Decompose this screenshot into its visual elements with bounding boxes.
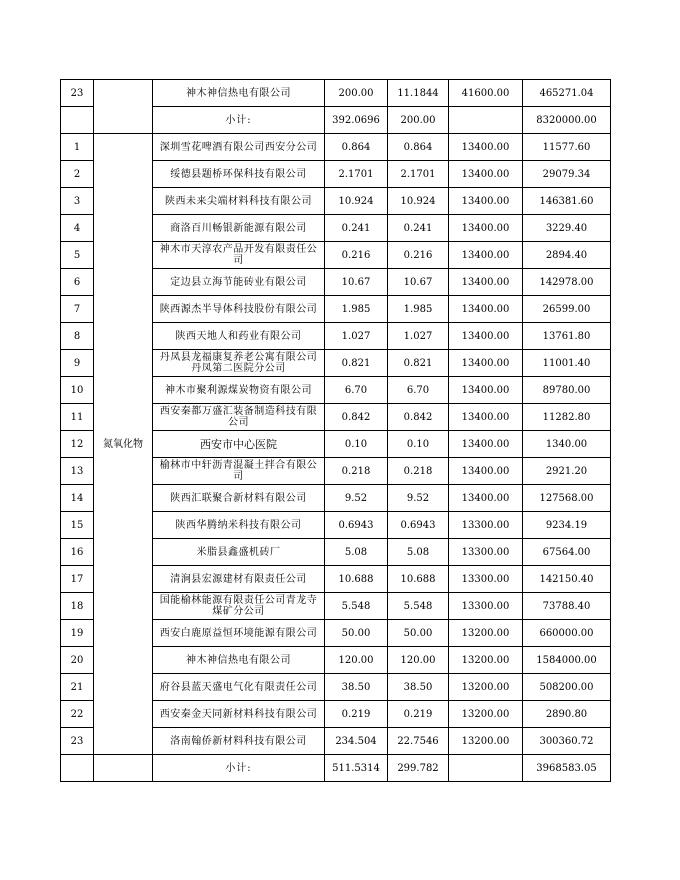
emissions-table bbox=[60, 79, 611, 782]
row-number-cell: 17 bbox=[61, 566, 94, 593]
company-name-cell: 神木市聚利源煤炭物资有限公司 bbox=[153, 377, 325, 404]
emission-amount-cell: 0.219 bbox=[325, 701, 388, 728]
total-amount-cell: 89780.00 bbox=[523, 377, 611, 404]
unit-price-cell: 13300.00 bbox=[449, 512, 523, 539]
subtotal-total-cell: 8320000.00 bbox=[523, 107, 611, 134]
emission-amount-cell: 5.08 bbox=[325, 539, 388, 566]
row-number-cell: 23 bbox=[61, 80, 94, 107]
emission-amount-cell: 1.985 bbox=[325, 296, 388, 323]
taxable-amount-cell: 0.218 bbox=[388, 458, 449, 485]
row-number-cell: 15 bbox=[61, 512, 94, 539]
unit-price-cell: 13300.00 bbox=[449, 593, 523, 620]
subtotal-price-cell bbox=[449, 755, 523, 782]
row-number-cell: 6 bbox=[61, 269, 94, 296]
emission-amount-cell: 2.1701 bbox=[325, 161, 388, 188]
taxable-amount-cell: 5.548 bbox=[388, 593, 449, 620]
row-number-cell: 14 bbox=[61, 485, 94, 512]
taxable-amount-cell: 11.1844 bbox=[388, 80, 449, 107]
unit-price-cell: 13200.00 bbox=[449, 701, 523, 728]
company-name-cell: 陕西天地人和药业有限公司 bbox=[153, 323, 325, 350]
total-amount-cell: 142150.40 bbox=[523, 566, 611, 593]
total-amount-cell: 26599.00 bbox=[523, 296, 611, 323]
row-number-cell: 4 bbox=[61, 215, 94, 242]
taxable-amount-cell: 10.67 bbox=[388, 269, 449, 296]
row-number-cell bbox=[61, 107, 94, 134]
emission-amount-cell: 0.241 bbox=[325, 215, 388, 242]
unit-price-cell: 41600.00 bbox=[449, 80, 523, 107]
company-name-cell: 定边县立海节能砖业有限公司 bbox=[153, 269, 325, 296]
taxable-amount-cell: 22.7546 bbox=[388, 728, 449, 755]
taxable-amount-cell: 0.842 bbox=[388, 404, 449, 431]
unit-price-cell: 13200.00 bbox=[449, 620, 523, 647]
unit-price-cell: 13200.00 bbox=[449, 674, 523, 701]
company-name-cell: 西安市中心医院 bbox=[153, 431, 325, 458]
total-amount-cell: 465271.04 bbox=[523, 80, 611, 107]
unit-price-cell: 13200.00 bbox=[449, 728, 523, 755]
subtotal-taxable-cell: 299.782 bbox=[388, 755, 449, 782]
row-number-cell: 1 bbox=[61, 134, 94, 161]
unit-price-cell: 13400.00 bbox=[449, 269, 523, 296]
taxable-amount-cell: 0.821 bbox=[388, 350, 449, 377]
unit-price-cell: 13400.00 bbox=[449, 431, 523, 458]
taxable-amount-cell: 9.52 bbox=[388, 485, 449, 512]
company-name-cell: 榆林市中轩沥青混凝土拌合有限公司 bbox=[153, 458, 325, 485]
emission-amount-cell: 0.864 bbox=[325, 134, 388, 161]
taxable-amount-cell: 10.924 bbox=[388, 188, 449, 215]
subtotal-label-cell: 小计: bbox=[153, 755, 325, 782]
row-number-cell: 13 bbox=[61, 458, 94, 485]
taxable-amount-cell: 2.1701 bbox=[388, 161, 449, 188]
emission-amount-cell: 0.6943 bbox=[325, 512, 388, 539]
unit-price-cell: 13400.00 bbox=[449, 215, 523, 242]
emission-amount-cell: 0.821 bbox=[325, 350, 388, 377]
row-number-cell: 11 bbox=[61, 404, 94, 431]
company-name-cell: 米脂县鑫盛机砖厂 bbox=[153, 539, 325, 566]
taxable-amount-cell: 0.216 bbox=[388, 242, 449, 269]
table-row bbox=[61, 80, 611, 107]
unit-price-cell: 13400.00 bbox=[449, 485, 523, 512]
emission-amount-cell: 0.218 bbox=[325, 458, 388, 485]
unit-price-cell: 13400.00 bbox=[449, 161, 523, 188]
company-name-cell: 商洛百川畅银新能源有限公司 bbox=[153, 215, 325, 242]
total-amount-cell: 142978.00 bbox=[523, 269, 611, 296]
company-name-cell: 陕西华腾纳米科技有限公司 bbox=[153, 512, 325, 539]
total-amount-cell: 146381.60 bbox=[523, 188, 611, 215]
row-number-cell: 12 bbox=[61, 431, 94, 458]
category-cell: 氮氧化物 bbox=[94, 134, 153, 755]
company-name-cell: 陕西源杰半导体科技股份有限公司 bbox=[153, 296, 325, 323]
unit-price-cell: 13300.00 bbox=[449, 539, 523, 566]
total-amount-cell: 73788.40 bbox=[523, 593, 611, 620]
total-amount-cell: 127568.00 bbox=[523, 485, 611, 512]
subtotal-total-cell: 3968583.05 bbox=[523, 755, 611, 782]
unit-price-cell: 13400.00 bbox=[449, 377, 523, 404]
table-body bbox=[61, 80, 611, 782]
unit-price-cell: 13400.00 bbox=[449, 350, 523, 377]
row-number-cell: 16 bbox=[61, 539, 94, 566]
company-name-cell: 深圳雪花啤酒有限公司西安分公司 bbox=[153, 134, 325, 161]
emission-amount-cell: 9.52 bbox=[325, 485, 388, 512]
row-number-cell: 5 bbox=[61, 242, 94, 269]
emission-amount-cell: 120.00 bbox=[325, 647, 388, 674]
taxable-amount-cell: 0.864 bbox=[388, 134, 449, 161]
taxable-amount-cell: 50.00 bbox=[388, 620, 449, 647]
emission-amount-cell: 6.70 bbox=[325, 377, 388, 404]
company-name-cell: 陕西汇联聚合新材料有限公司 bbox=[153, 485, 325, 512]
total-amount-cell: 11282.80 bbox=[523, 404, 611, 431]
company-name-cell: 西安白鹿原益恒环境能源有限公司 bbox=[153, 620, 325, 647]
unit-price-cell: 13400.00 bbox=[449, 323, 523, 350]
company-name-cell: 国能榆林能源有限责任公司青龙寺煤矿分公司 bbox=[153, 593, 325, 620]
total-amount-cell: 9234.19 bbox=[523, 512, 611, 539]
taxable-amount-cell: 1.027 bbox=[388, 323, 449, 350]
row-number-cell: 22 bbox=[61, 701, 94, 728]
taxable-amount-cell: 38.50 bbox=[388, 674, 449, 701]
unit-price-cell: 13200.00 bbox=[449, 647, 523, 674]
taxable-amount-cell: 0.6943 bbox=[388, 512, 449, 539]
company-name-cell: 绥德县题桥环保科技有限公司 bbox=[153, 161, 325, 188]
row-number-cell bbox=[61, 755, 94, 782]
total-amount-cell: 2894.40 bbox=[523, 242, 611, 269]
emission-amount-cell: 38.50 bbox=[325, 674, 388, 701]
total-amount-cell: 11001.40 bbox=[523, 350, 611, 377]
emission-amount-cell: 5.548 bbox=[325, 593, 388, 620]
taxable-amount-cell: 120.00 bbox=[388, 647, 449, 674]
total-amount-cell: 3229.40 bbox=[523, 215, 611, 242]
total-amount-cell: 660000.00 bbox=[523, 620, 611, 647]
taxable-amount-cell: 10.688 bbox=[388, 566, 449, 593]
row-number-cell: 23 bbox=[61, 728, 94, 755]
company-name-cell: 神木神信热电有限公司 bbox=[153, 647, 325, 674]
unit-price-cell: 13400.00 bbox=[449, 404, 523, 431]
taxable-amount-cell: 1.985 bbox=[388, 296, 449, 323]
total-amount-cell: 2890.80 bbox=[523, 701, 611, 728]
taxable-amount-cell: 6.70 bbox=[388, 377, 449, 404]
row-number-cell: 7 bbox=[61, 296, 94, 323]
unit-price-cell: 13400.00 bbox=[449, 188, 523, 215]
row-number-cell: 20 bbox=[61, 647, 94, 674]
total-amount-cell: 508200.00 bbox=[523, 674, 611, 701]
emission-amount-cell: 10.924 bbox=[325, 188, 388, 215]
total-amount-cell: 67564.00 bbox=[523, 539, 611, 566]
row-number-cell: 9 bbox=[61, 350, 94, 377]
row-number-cell: 18 bbox=[61, 593, 94, 620]
total-amount-cell: 13761.80 bbox=[523, 323, 611, 350]
unit-price-cell: 13400.00 bbox=[449, 242, 523, 269]
subtotal-label-cell: 小计: bbox=[153, 107, 325, 134]
table-row bbox=[61, 134, 611, 161]
company-name-cell: 丹凤县龙福康复养老公寓有限公司丹凤第二医院分公司 bbox=[153, 350, 325, 377]
company-name-cell: 神木市天淳农产品开发有限责任公司 bbox=[153, 242, 325, 269]
row-number-cell: 3 bbox=[61, 188, 94, 215]
total-amount-cell: 1340.00 bbox=[523, 431, 611, 458]
unit-price-cell: 13400.00 bbox=[449, 296, 523, 323]
unit-price-cell: 13300.00 bbox=[449, 566, 523, 593]
emission-amount-cell: 0.842 bbox=[325, 404, 388, 431]
company-name-cell: 西安秦都万盛汇装备制造科技有限公司 bbox=[153, 404, 325, 431]
subtotal-emission-cell: 511.5314 bbox=[325, 755, 388, 782]
taxable-amount-cell: 0.241 bbox=[388, 215, 449, 242]
emission-amount-cell: 1.027 bbox=[325, 323, 388, 350]
taxable-amount-cell: 5.08 bbox=[388, 539, 449, 566]
emission-amount-cell: 0.216 bbox=[325, 242, 388, 269]
company-name-cell: 西安秦金天同新材料科技有限公司 bbox=[153, 701, 325, 728]
category-cell bbox=[94, 80, 153, 134]
subtotal-taxable-cell: 200.00 bbox=[388, 107, 449, 134]
company-name-cell: 神木神信热电有限公司 bbox=[153, 80, 325, 107]
total-amount-cell: 2921.20 bbox=[523, 458, 611, 485]
emission-amount-cell: 0.10 bbox=[325, 431, 388, 458]
emission-amount-cell: 10.67 bbox=[325, 269, 388, 296]
row-number-cell: 21 bbox=[61, 674, 94, 701]
unit-price-cell: 13400.00 bbox=[449, 458, 523, 485]
subtotal-row bbox=[61, 755, 611, 782]
total-amount-cell: 29079.34 bbox=[523, 161, 611, 188]
taxable-amount-cell: 0.219 bbox=[388, 701, 449, 728]
total-amount-cell: 300360.72 bbox=[523, 728, 611, 755]
emission-amount-cell: 50.00 bbox=[325, 620, 388, 647]
taxable-amount-cell: 0.10 bbox=[388, 431, 449, 458]
total-amount-cell: 11577.60 bbox=[523, 134, 611, 161]
category-cell bbox=[94, 755, 153, 782]
company-name-cell: 陕西未来尖端材料科技有限公司 bbox=[153, 188, 325, 215]
total-amount-cell: 1584000.00 bbox=[523, 647, 611, 674]
subtotal-emission-cell: 392.0696 bbox=[325, 107, 388, 134]
emission-amount-cell: 200.00 bbox=[325, 80, 388, 107]
company-name-cell: 府谷县蓝天盛电气化有限责任公司 bbox=[153, 674, 325, 701]
unit-price-cell: 13400.00 bbox=[449, 134, 523, 161]
row-number-cell: 2 bbox=[61, 161, 94, 188]
company-name-cell: 清涧县宏源建材有限责任公司 bbox=[153, 566, 325, 593]
subtotal-price-cell bbox=[449, 107, 523, 134]
row-number-cell: 10 bbox=[61, 377, 94, 404]
row-number-cell: 19 bbox=[61, 620, 94, 647]
emission-amount-cell: 10.688 bbox=[325, 566, 388, 593]
company-name-cell: 洛南翰侨新材料科技有限公司 bbox=[153, 728, 325, 755]
row-number-cell: 8 bbox=[61, 323, 94, 350]
emission-amount-cell: 234.504 bbox=[325, 728, 388, 755]
